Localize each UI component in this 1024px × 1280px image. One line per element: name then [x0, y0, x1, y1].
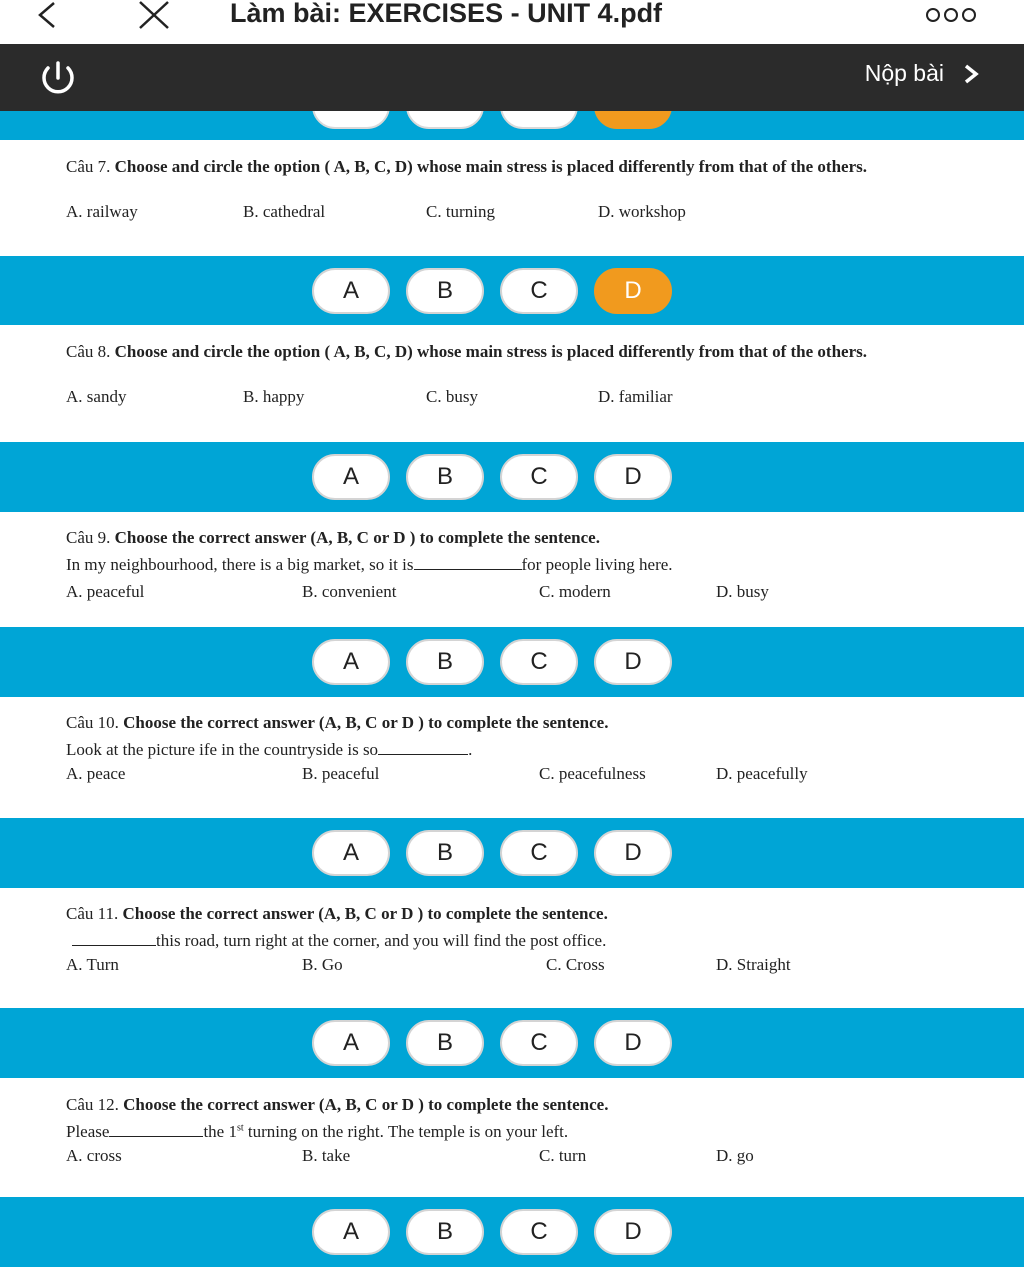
answer-blank	[378, 741, 468, 755]
answer-d: D. busy	[716, 582, 769, 601]
submit-button[interactable]	[865, 60, 980, 87]
question-prompt	[66, 905, 934, 923]
option-button[interactable]	[406, 111, 484, 129]
answer-blank	[109, 1123, 203, 1137]
option-d-button[interactable]: D	[594, 454, 672, 500]
quiz-header	[0, 44, 1024, 111]
answer-blank	[72, 932, 156, 946]
answer-c: C. turn	[539, 1146, 587, 1165]
question-card-12	[0, 1078, 1024, 1197]
answer-b: B. happy	[243, 387, 305, 406]
question-sentence	[66, 1122, 568, 1142]
option-a-button[interactable]: A	[312, 1209, 390, 1255]
option-d-button[interactable]: D	[594, 1209, 672, 1255]
question-sentence	[72, 931, 606, 951]
close-icon[interactable]	[132, 0, 176, 30]
question-card-11	[0, 888, 1024, 1008]
answer-b: B. cathedral	[243, 202, 326, 221]
question-number: Câu 7.	[66, 157, 111, 176]
sentence-before: In my neighbourhood, there is a big market, so it is	[66, 555, 414, 574]
question-card-9	[0, 512, 1024, 627]
sentence-after: turning on the right. The temple is on your left.	[247, 1122, 569, 1141]
answer-c: C. turning	[426, 202, 495, 221]
answer-a: A. peaceful	[66, 582, 145, 601]
question-text: Choose the correct answer (A, B, C or D ) to complete the sentence.	[122, 904, 608, 923]
question-number: Câu 11.	[66, 904, 119, 923]
answer-bar-12	[0, 1197, 1024, 1267]
option-b-button[interactable]: B	[406, 830, 484, 876]
answer-a: A. Turn	[66, 955, 119, 974]
option-a-button[interactable]: A	[312, 1020, 390, 1066]
chevron-left-icon[interactable]	[30, 0, 64, 30]
answer-d: D. familiar	[598, 387, 673, 406]
option-d-button[interactable]: D	[594, 639, 672, 685]
answer-a: A. peace	[66, 764, 126, 783]
answer-d: D. Straight	[716, 955, 791, 974]
answer-d: D. workshop	[598, 202, 686, 221]
sentence-before: Please	[66, 1122, 110, 1141]
question-number: Câu 10.	[66, 713, 119, 732]
question-text: Choose and circle the option ( A, B, C, D) whose main stress is placed differently from that of the others.	[114, 157, 868, 176]
question-sentence	[66, 740, 472, 760]
submit-label: Nộp bài	[864, 60, 944, 86]
answer-bar-previous	[0, 111, 1024, 140]
question-card-8	[0, 325, 1024, 442]
answer-d: D. go	[716, 1146, 754, 1165]
question-prompt	[66, 343, 934, 361]
question-prompt	[66, 158, 934, 176]
option-a-button[interactable]: A	[312, 639, 390, 685]
answer-a: A. sandy	[66, 387, 127, 406]
question-text: Choose the correct answer (A, B, C or D ) to complete the sentence.	[114, 528, 600, 547]
answer-a: A. railway	[66, 202, 138, 221]
sentence-after: this road, turn right at the corner, and you will find the post office.	[156, 931, 607, 950]
option-button-selected[interactable]	[594, 111, 672, 129]
answer-blank	[414, 556, 522, 570]
question-text: Choose the correct answer (A, B, C or D ) to complete the sentence.	[123, 1095, 609, 1114]
answer-d: D. peacefully	[716, 764, 808, 783]
option-b-button[interactable]: B	[406, 1020, 484, 1066]
option-b-button[interactable]: B	[406, 268, 484, 314]
sentence-after: for people living here.	[521, 555, 673, 574]
answer-c: C. Cross	[546, 955, 605, 974]
sentence-before: Look at the picture ife in the countryside is so	[66, 740, 379, 759]
option-b-button[interactable]: B	[406, 1209, 484, 1255]
answer-bar-7	[0, 256, 1024, 325]
option-a-button[interactable]: A	[312, 830, 390, 876]
option-d-button[interactable]: D	[594, 1020, 672, 1066]
ordinal-suffix: st	[236, 1122, 244, 1134]
answer-b: B. convenient	[302, 582, 397, 601]
option-a-button[interactable]: A	[312, 454, 390, 500]
answer-c: C. busy	[426, 387, 478, 406]
title-bar	[0, 0, 1024, 44]
option-button[interactable]	[500, 111, 578, 129]
option-c-button[interactable]: C	[500, 639, 578, 685]
option-b-button[interactable]: B	[406, 639, 484, 685]
question-text: Choose the correct answer (A, B, C or D ) to complete the sentence.	[123, 713, 609, 732]
question-prompt	[66, 1096, 934, 1114]
option-d-button-selected[interactable]: D	[594, 268, 672, 314]
answer-c: C. peacefulness	[539, 764, 646, 783]
more-options-icon[interactable]	[920, 0, 982, 30]
option-a-button[interactable]: A	[312, 268, 390, 314]
answer-bar-9	[0, 627, 1024, 697]
answer-bar-10	[0, 818, 1024, 888]
question-number: Câu 12.	[66, 1095, 119, 1114]
option-c-button[interactable]: C	[500, 268, 578, 314]
answer-a: A. cross	[66, 1146, 122, 1165]
chevron-right-icon	[962, 63, 980, 85]
question-number: Câu 8.	[66, 342, 111, 361]
answer-b: B. Go	[302, 955, 343, 974]
answer-bar-8	[0, 442, 1024, 512]
question-card-7	[0, 140, 1024, 256]
question-text: Choose and circle the option ( A, B, C, D) whose main stress is placed differently from that of the others.	[114, 342, 868, 361]
option-d-button[interactable]: D	[594, 830, 672, 876]
question-card-10	[0, 697, 1024, 818]
option-c-button[interactable]: C	[500, 1209, 578, 1255]
answer-b: B. take	[302, 1146, 351, 1165]
answer-c: C. modern	[539, 582, 611, 601]
question-prompt	[66, 714, 934, 732]
answer-bar-11	[0, 1008, 1024, 1078]
option-c-button[interactable]: C	[500, 1020, 578, 1066]
question-prompt	[66, 529, 934, 547]
power-icon[interactable]	[36, 58, 80, 98]
option-c-button[interactable]: C	[500, 830, 578, 876]
option-c-button[interactable]: C	[500, 454, 578, 500]
document-title: Làm bài: EXERCISES - UNIT 4.pdf	[230, 0, 663, 28]
answer-b: B. peaceful	[302, 764, 380, 783]
sentence-after: .	[468, 740, 473, 759]
option-b-button[interactable]: B	[406, 454, 484, 500]
sentence-mid: the 1	[203, 1122, 237, 1141]
option-button[interactable]	[312, 111, 390, 129]
question-number: Câu 9.	[66, 528, 111, 547]
question-sentence	[66, 555, 673, 575]
